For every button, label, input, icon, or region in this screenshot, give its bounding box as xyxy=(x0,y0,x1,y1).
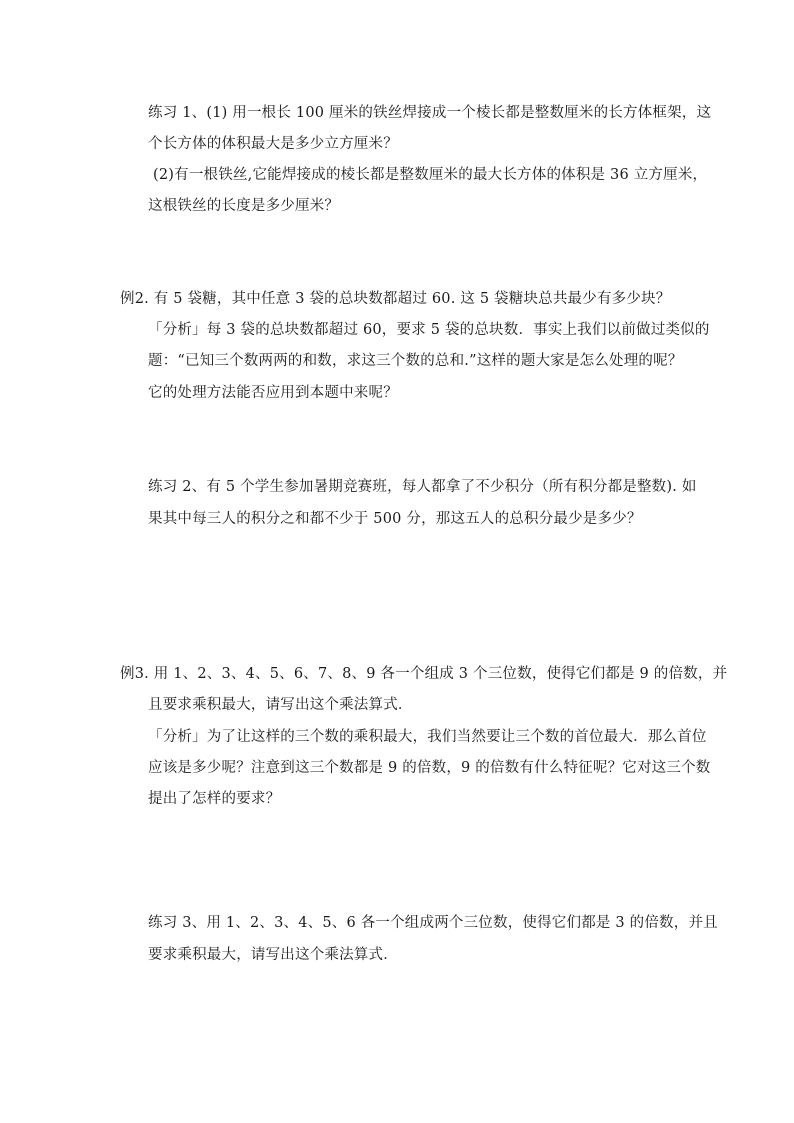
example-2-analysis-line-1: 「分析」每 3 袋的总块数都超过 60，要求 5 袋的总块数．事实上我们以前做过类似的 xyxy=(148,322,710,338)
example-3-analysis-line-3: 提出了怎样的要求？ xyxy=(148,791,281,807)
exercise-1-line-3: (2)有一根铁丝,它能焊接成的棱长都是整数厘米的最大长方体的体积是 36 立方厘米， xyxy=(153,167,708,183)
exercise-1-line-4: 这根铁丝的长度是多少厘米？ xyxy=(148,198,340,214)
example-2-analysis-line-2: 题：“已知三个数两两的和数，求这三个数的总和.”这样的题大家是怎么处理的呢？ xyxy=(148,353,683,369)
exercise-1-line-2: 个长方体的体积最大是多少立方厘米？ xyxy=(148,136,398,152)
example-3-analysis-line-2: 应该是多少呢？注意到这三个数都是 9 的倍数，9 的倍数有什么特征呢？它对这三个数 xyxy=(148,760,711,776)
example-3-question-line-1: 例3. 用 1、2、3、4、5、6、7、8、9 各一个组成 3 个三位数，使得它们都是 9 的倍数，并 xyxy=(120,666,728,682)
example-3-analysis-line-1: 「分析」为了让这样的三个数的乘积最大，我们当然要让三个数的首位最大．那么首位 xyxy=(148,729,707,745)
example-2-question: 例2. 有 5 袋糖，其中任意 3 袋的总块数都超过 60. 这 5 袋糖块总共最少有多少块？ xyxy=(120,291,671,307)
exercise-2-line-2: 果其中每三人的积分之和都不少于 500 分，那这五人的总积分最少是多少？ xyxy=(148,511,642,527)
exercise-2-line-1: 练习 2、有 5 个学生参加暑期竞赛班，每人都拿了不少积分（所有积分都是整数). 如 xyxy=(148,479,697,495)
example-2-analysis-line-3: 它的处理方法能否应用到本题中来呢？ xyxy=(148,385,398,401)
exercise-3-line-1: 练习 3、用 1、2、3、4、5、6 各一个组成两个三位数，使得它们都是 3 的倍数，并且 xyxy=(148,915,718,931)
exercise-3-line-2: 要求乘积最大，请写出这个乘法算式． xyxy=(148,947,398,963)
example-3-question-line-2: 且要求乘积最大，请写出这个乘法算式． xyxy=(148,697,413,713)
exercise-1-line-1: 练习 1、(1) 用一根长 100 厘米的铁丝焊接成一个棱长都是整数厘米的长方体框架，这 xyxy=(148,105,712,121)
